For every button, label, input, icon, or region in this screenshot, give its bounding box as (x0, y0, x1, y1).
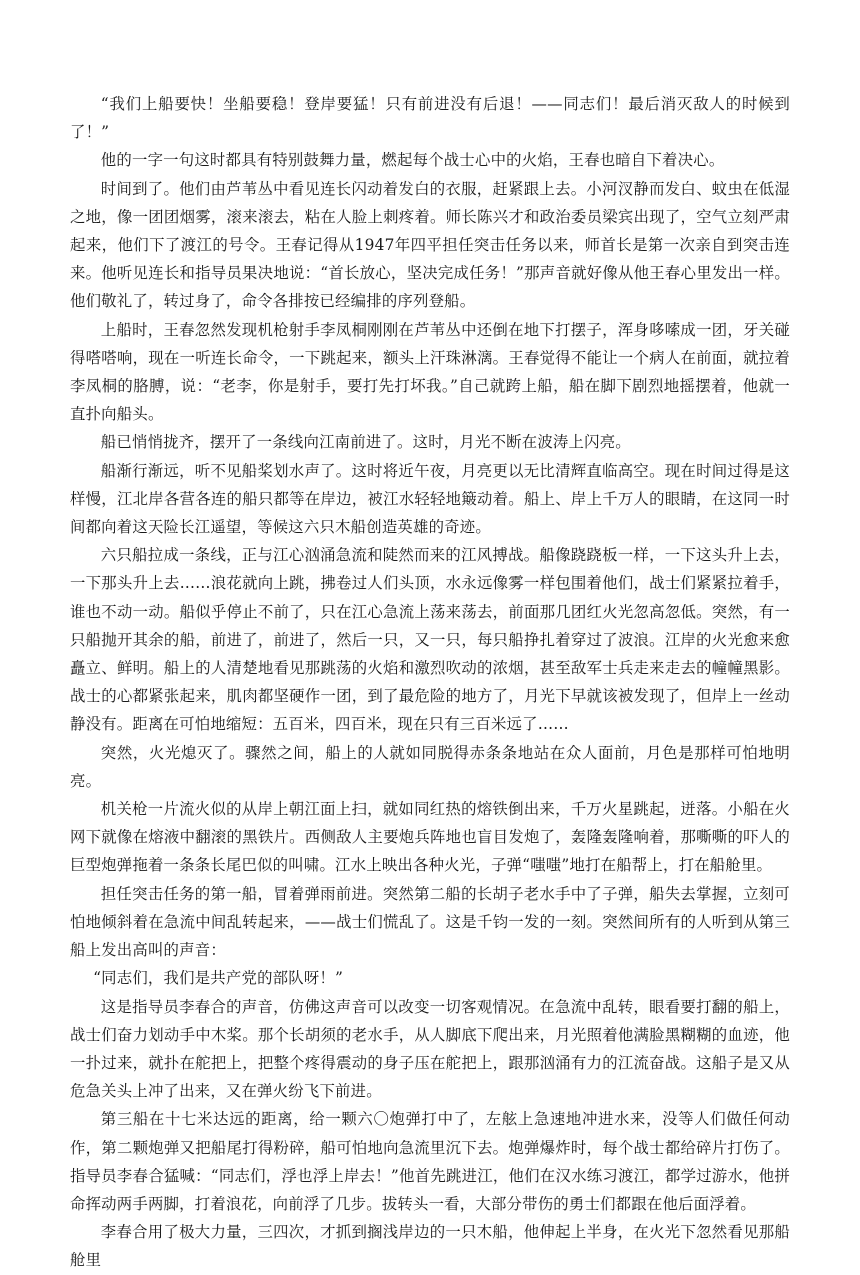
paragraph: 第三船在十七米达远的距离，给一颗六〇炮弹打中了，左舷上急速地冲进水来，没等人们做任何动作，第二颗炮弹又把船尾打得粉碎，船可怕地向急流里沉下去。炮弹爆炸时，每个战士都给碎片打伤了。指导员李春合猛喊：“同志们，浮也浮上岸去！”他首先跳进江，他们在汉水练习渡江，都学过游水，他拼命挥动两手两脚，打着浪花，向前浮了几步。拔转头一看，大部分带伤的勇士们都跟在他后面浮着。 (70, 1110, 790, 1213)
paragraph: 突然，火光熄灭了。骤然之间，船上的人就如同脱得赤条条地站在众人面前，月色是那样可怕地明亮。 (70, 743, 790, 790)
paragraph: 机关枪一片流火似的从岸上朝江面上扫，就如同红热的熔铁倒出来，千万火星跳起，迸落。小船在火网下就像在熔液中翻滚的黑铁片。西侧敌人主要炮兵阵地也盲目发炮了，轰隆轰隆响着，那嘶嘶的吓人的巨型炮弹拖着一条条长尾巴似的叫啸。江水上映出各种火光，子弹“嗤嗤”地打在船帮上，打在船舱里。 (70, 800, 790, 875)
document-body (70, 90, 790, 1275)
paragraph: 六只船拉成一条线，正与江心汹涌急流和陡然而来的江风搏战。船像跷跷板一样，一下这头升上去，一下那头升上去……浪花就向上跳，拂卷过人们头顶，水永远像雾一样包围着他们，战士们紧紧拉着手，谁也不动一动。船似乎停止不前了，只在江心急流上荡来荡去，前面那几团红火光忽高忽低。突然，有一只船抛开其余的船，前进了，前进了，然后一只，又一只，每只船挣扎着穿过了波浪。江岸的火光愈来愈矗立、鲜明。船上的人清楚地看见那跳荡的火焰和激烈吹动的浓烟，甚至敌军士兵走来走去的幢幢黑影。战士的心都紧张起来，肌肉都坚硬作一团，到了最危险的地方了，月光下早就该被发现了，但岸上一丝动静没有。距离在可怕地缩短：五百米，四百米，现在只有三百米远了…… (70, 546, 790, 734)
quote-paragraph: “同志们，我们是共产党的部队呀！” (93, 969, 344, 988)
paragraph: 船已悄悄拢齐，摆开了一条线向江南前进了。这时，月光不断在波涛上闪亮。 (100, 433, 631, 452)
paragraph: 李春合用了极大力量，三四次，才抓到搁浅岸边的一只木船，他伸起上半身，在火光下忽然看见那船舱里 (70, 1223, 790, 1270)
paragraph: 他的一字一句这时都具有特别鼓舞力量，燃起每个战士心中的火焰，王春也暗自下着决心。 (100, 151, 725, 170)
paragraph: 担任突击任务的第一船，冒着弹雨前进。突然第二船的长胡子老水手中了子弹，船失去掌握，立刻可怕地倾斜着在急流中间乱转起来，——战士们慌乱了。这是千钧一发的一刻。突然间所有的人听到从第三船上发出高叫的声音： (70, 884, 790, 960)
paragraph: 上船时，王春忽然发现机枪射手李凤桐刚刚在芦苇丛中还倒在地下打摆子，浑身哆嗦成一团，牙关碰得嗒嗒响，现在一听连长命令，一下跳起来，额头上汗珠淋漓。王春觉得不能让一个病人在前面，就拉着李凤桐的胳膊，说：“老李，你是射手，要打先打坏我。”自己就跨上船，船在脚下剧烈地摇摆着，他就一直扑向船头。 (70, 320, 790, 424)
paragraph: 这是指导员李春合的声音，仿佛这声音可以改变一切客观情况。在急流中乱转，眼看要打翻的船上，战士们奋力划动手中木桨。那个长胡须的老水手，从人脚底下爬出来，月光照着他满脸黑糊糊的血迹，他一扑过来，就扑在舵把上，把整个疼得震动的身子压在舵把上，跟那汹涌有力的江流奋战。这船子是又从危急关头上冲了出来，又在弹火纷飞下前进。 (70, 997, 790, 1101)
paragraph: 船渐行渐远，听不见船桨划水声了。这时将近午夜，月亮更以无比清辉直临高空。现在时间过得是这样慢，江北岸各营各连的船只都等在岸边，被江水轻轻地簸动着。船上、岸上千万人的眼睛，在这同一时间都向着这天险长江遥望，等候这六只木船创造英雄的奇迹。 (70, 461, 790, 537)
paragraph: “我们上船要快！坐船要稳！登岸要猛！只有前进没有后退！——同志们！最后消灭敌人的时候到了！” (70, 95, 790, 142)
paragraph: 时间到了。他们由芦苇丛中看见连长闪动着发白的衣服，赶紧跟上去。小河汊静而发白、蚊虫在低湿之地，像一团团烟雾，滚来滚去，粘在人脸上刺疼着。师长陈兴才和政治委员梁宾出现了，空气立刻严肃起来，他们下了渡江的号令。王春记得从1947年四平担任突击任务以来，师首长是第一次亲自到突击连来。他听见连长和指导员果决地说：“首长放心，坚决完成任务！”那声音就好像从他王春心里发出一样。他们敬礼了，转过身了，命令各排按已经编排的序列登船。 (70, 179, 790, 311)
